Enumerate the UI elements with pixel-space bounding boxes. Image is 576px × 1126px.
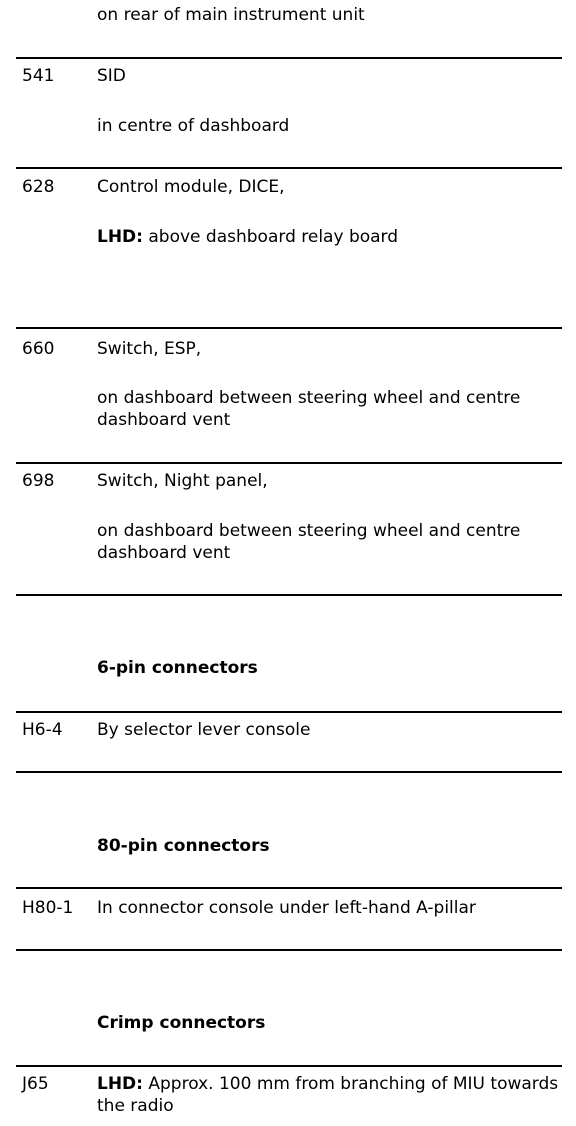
row-location: on rear of main instrument unit bbox=[97, 5, 365, 25]
row-divider bbox=[16, 462, 562, 464]
lhd-label: LHD: bbox=[97, 227, 143, 247]
row-code: 541 bbox=[22, 66, 55, 86]
location-text: Approx. 100 mm from branching of MIU towards the radio bbox=[97, 1074, 559, 1116]
row-name: Switch, ESP, bbox=[97, 339, 202, 359]
row-location: By selector lever console bbox=[97, 720, 311, 740]
row-location: In connector console under left-hand A-pillar bbox=[97, 898, 476, 918]
section-heading: 6-pin connectors bbox=[97, 658, 258, 678]
row-name: Control module, DICE, bbox=[97, 177, 285, 197]
row-name: Switch, Night panel, bbox=[97, 471, 268, 491]
row-divider bbox=[16, 949, 562, 951]
row-location: in centre of dashboard bbox=[97, 116, 290, 136]
row-code: H80-1 bbox=[22, 898, 74, 918]
row-divider bbox=[16, 167, 562, 169]
row-location bbox=[97, 226, 398, 248]
lhd-label: LHD: bbox=[97, 1074, 143, 1094]
location-text: above dashboard relay board bbox=[148, 227, 399, 247]
row-code: J65 bbox=[22, 1074, 49, 1094]
section-heading: 80-pin connectors bbox=[97, 836, 270, 856]
section-heading: Crimp connectors bbox=[97, 1013, 266, 1033]
row-divider bbox=[16, 887, 562, 889]
row-code: 660 bbox=[22, 339, 55, 359]
row-divider bbox=[16, 327, 562, 329]
row-name: SID bbox=[97, 66, 126, 86]
row-code: 628 bbox=[22, 177, 55, 197]
row-divider bbox=[16, 594, 562, 596]
row-divider bbox=[16, 57, 562, 59]
row-code: 698 bbox=[22, 471, 55, 491]
row-code: H6-4 bbox=[22, 720, 63, 740]
row-divider bbox=[16, 771, 562, 773]
row-divider bbox=[16, 711, 562, 713]
row-location: on dashboard between steering wheel and centre dashboard vent bbox=[97, 521, 521, 563]
row-location bbox=[97, 1073, 567, 1117]
row-location: on dashboard between steering wheel and centre dashboard vent bbox=[97, 388, 521, 430]
row-divider bbox=[16, 1065, 562, 1067]
